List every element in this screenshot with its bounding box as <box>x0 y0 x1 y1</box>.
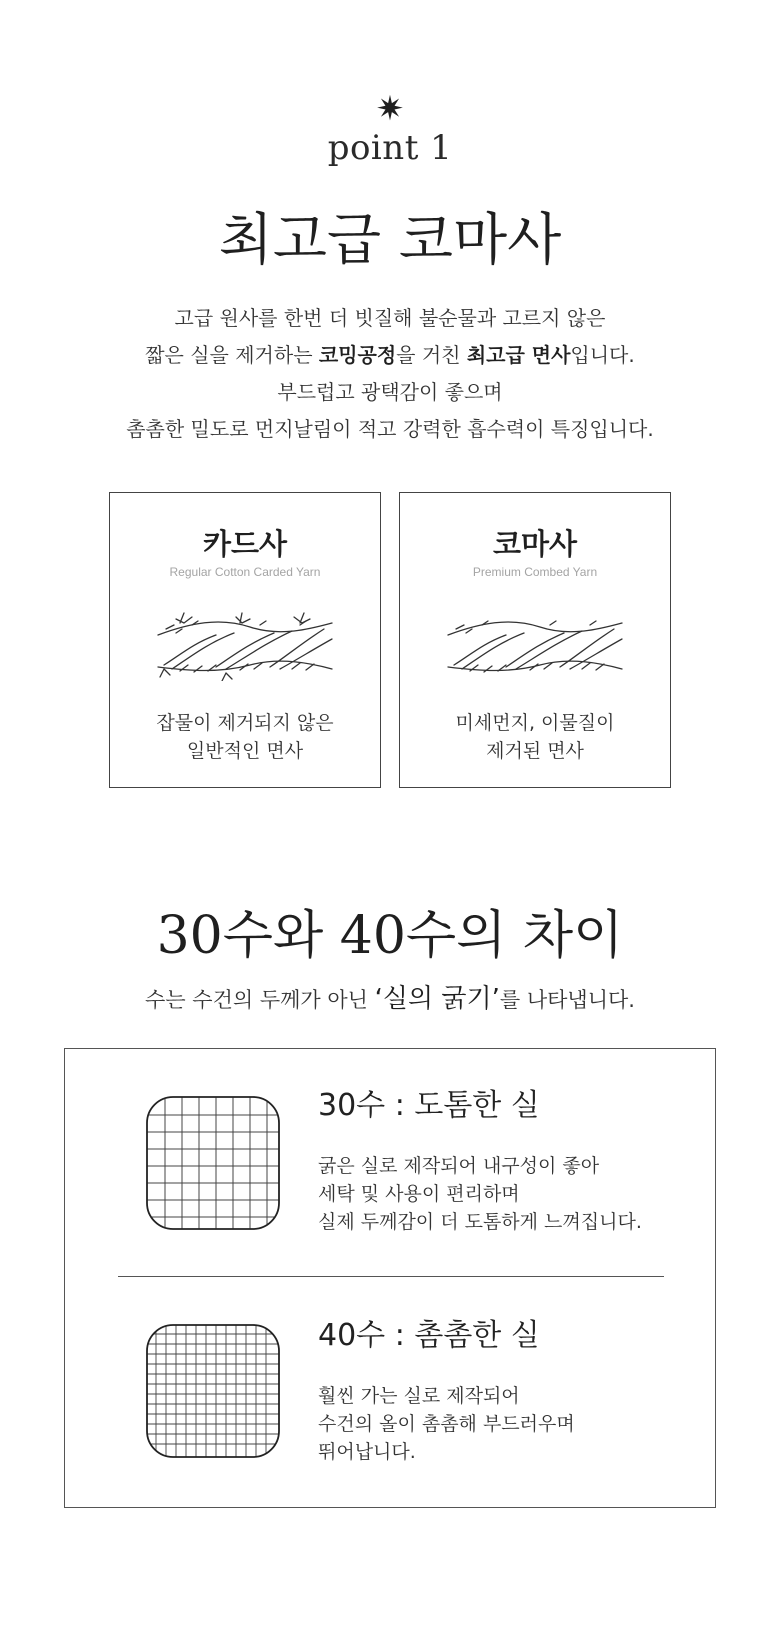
intro-line-3: 부드럽고 광택감이 좋으며 <box>277 380 503 404</box>
yarn-40-title: 40수 : 촘촘한 실 <box>318 1318 540 1353</box>
intro-line-2-c: 입니다. <box>570 343 635 367</box>
yarn-30-description <box>318 1152 642 1236</box>
card-description <box>400 709 670 765</box>
subtitle-part-1: 수는 수건의 두께가 아닌 <box>145 988 375 1012</box>
subtitle-emphasis: ‘실의 굵기’ <box>374 984 500 1014</box>
page-title: 최고급 코마사 <box>218 208 562 273</box>
card-title: 카드사 <box>202 527 288 561</box>
desc-line-3: 뛰어납니다. <box>318 1441 416 1463</box>
intro-line-2 <box>0 337 780 374</box>
section-title: 30수와 40수의 차이 <box>156 906 624 966</box>
sparkle-icon: ✷ <box>375 89 405 129</box>
coarse-grid-icon <box>146 1096 280 1230</box>
section-subtitle <box>0 978 780 1015</box>
yarn-30-title: 30수 : 도톰한 실 <box>318 1088 540 1123</box>
combed-yarn-card <box>399 492 671 788</box>
intro-text <box>0 300 780 448</box>
card-desc-line-2: 제거된 면사 <box>486 740 584 762</box>
card-desc-line-1: 미세먼지, 이물질이 <box>455 712 615 734</box>
intro-emphasis-combing: 코밍공정 <box>318 343 397 367</box>
card-desc-line-1: 잡물이 제거되지 않은 <box>156 712 334 734</box>
desc-line-1: 훨씬 가는 실로 제작되어 <box>318 1385 520 1407</box>
subtitle-part-2: 를 나타냅니다. <box>499 988 635 1012</box>
point-label: point 1 <box>327 128 453 168</box>
desc-line-2: 수건의 올이 촘촘해 부드러우며 <box>318 1413 575 1435</box>
carded-yarn-card <box>109 492 381 788</box>
card-subtitle: Regular Cotton Carded Yarn <box>169 565 321 579</box>
rough-yarn-icon <box>150 609 340 681</box>
card-description <box>110 709 380 765</box>
desc-line-2: 세탁 및 사용이 편리하며 <box>318 1183 520 1205</box>
intro-line-1: 고급 원사를 한번 더 빗질해 불순물과 고르지 않은 <box>174 306 606 330</box>
card-subtitle: Premium Combed Yarn <box>472 565 598 579</box>
divider <box>118 1276 664 1277</box>
intro-line-2-b: 을 거친 <box>396 343 467 367</box>
smooth-yarn-icon <box>440 609 630 681</box>
intro-line-4: 촘촘한 밀도로 먼지날림이 적고 강력한 흡수력이 특징입니다. <box>126 417 654 441</box>
yarn-40-description <box>318 1382 575 1466</box>
card-desc-line-2: 일반적인 면사 <box>186 740 304 762</box>
intro-emphasis-premium: 최고급 면사 <box>466 343 571 367</box>
card-title: 코마사 <box>492 527 578 561</box>
intro-line-2-a: 짧은 실을 제거하는 <box>145 343 319 367</box>
desc-line-3: 실제 두께감이 더 도톰하게 느껴집니다. <box>318 1211 642 1233</box>
desc-line-1: 굵은 실로 제작되어 내구성이 좋아 <box>318 1155 600 1177</box>
fine-grid-icon <box>146 1324 280 1458</box>
